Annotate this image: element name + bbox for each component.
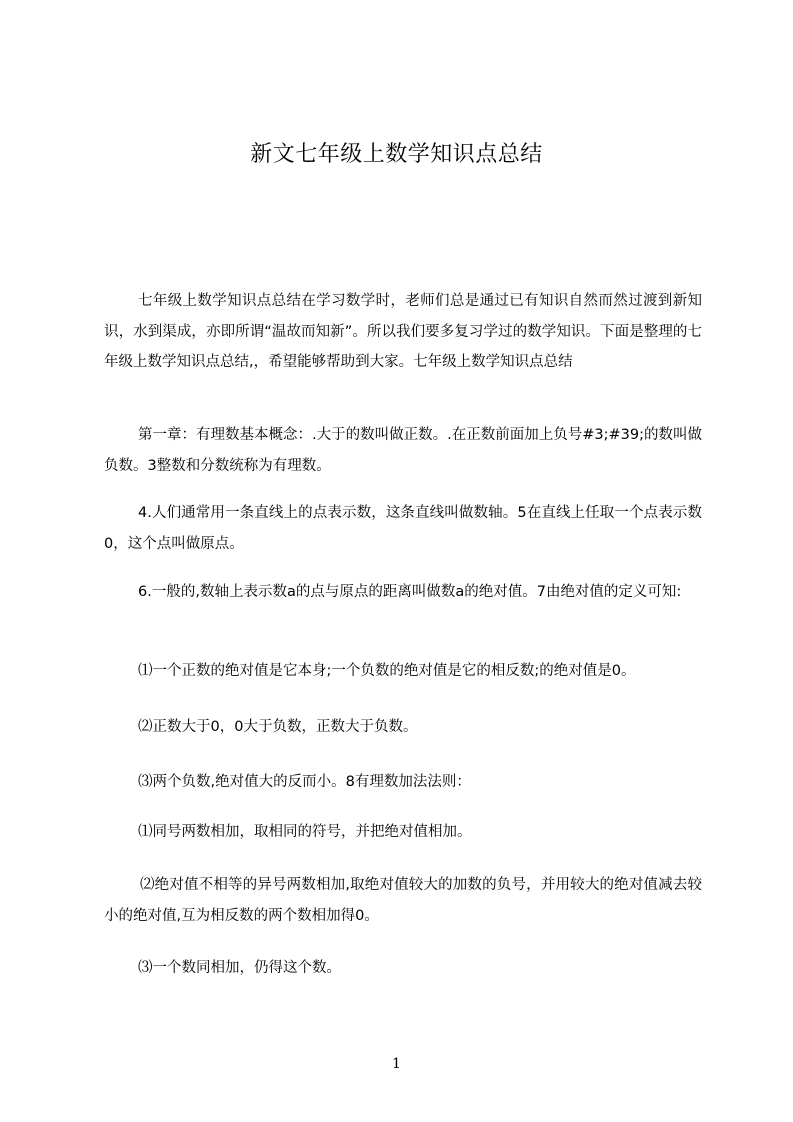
paragraph-rule-1: ⑴一个正数的绝对值是它本身;一个负数的绝对值是它的相反数;的绝对值是0。	[138, 663, 636, 679]
paragraph-rule-2: ⑵正数大于0，0大于负数，正数大于负数。	[138, 719, 418, 735]
document-title: 新文七年级上数学知识点总结	[250, 142, 543, 167]
paragraph-number-line: 4.人们通常用一条直线上的点表示数，这条直线叫做数轴。5在直线上任取一个点表示数0，这个点叫做原点。	[104, 505, 702, 552]
paragraph-addition-rule-1: ⑴同号两数相加，取相同的符号，并把绝对值相加。	[138, 824, 472, 840]
page-number: 1	[392, 1056, 401, 1072]
paragraph-intro: 七年级上数学知识点总结在学习数学时，老师们总是通过已有知识自然而然过渡到新知识，水到渠成，亦即所谓“温故而知新”。所以我们要多复习学过的数学知识。下面是整理的七年级上数学知识点总结,，希望能够帮助到大家。七年级上数学知识点总结	[104, 293, 702, 370]
paragraph-addition-rule-3: ⑶一个数同相加，仍得这个数。	[138, 960, 341, 976]
paragraph-addition-rule-2: ⑵绝对值不相等的异号两数相加,取绝对值较大的加数的负号，并用较大的绝对值减去较小的绝对值,互为相反数的两个数相加得0。	[104, 877, 702, 924]
paragraph-chapter-one: 第一章：有理数基本概念：.大于的数叫做正数。.在正数前面加上负号#3;#39;的数叫做负数。3整数和分数统称为有理数。	[104, 427, 702, 474]
paragraph-absolute-value: 6.一般的,数轴上表示数a的点与原点的距离叫做数a的绝对值。7由绝对值的定义可知:	[138, 584, 682, 600]
paragraph-rule-3: ⑶两个负数,绝对值大的反而小。8有理数加法法则：	[138, 774, 471, 790]
